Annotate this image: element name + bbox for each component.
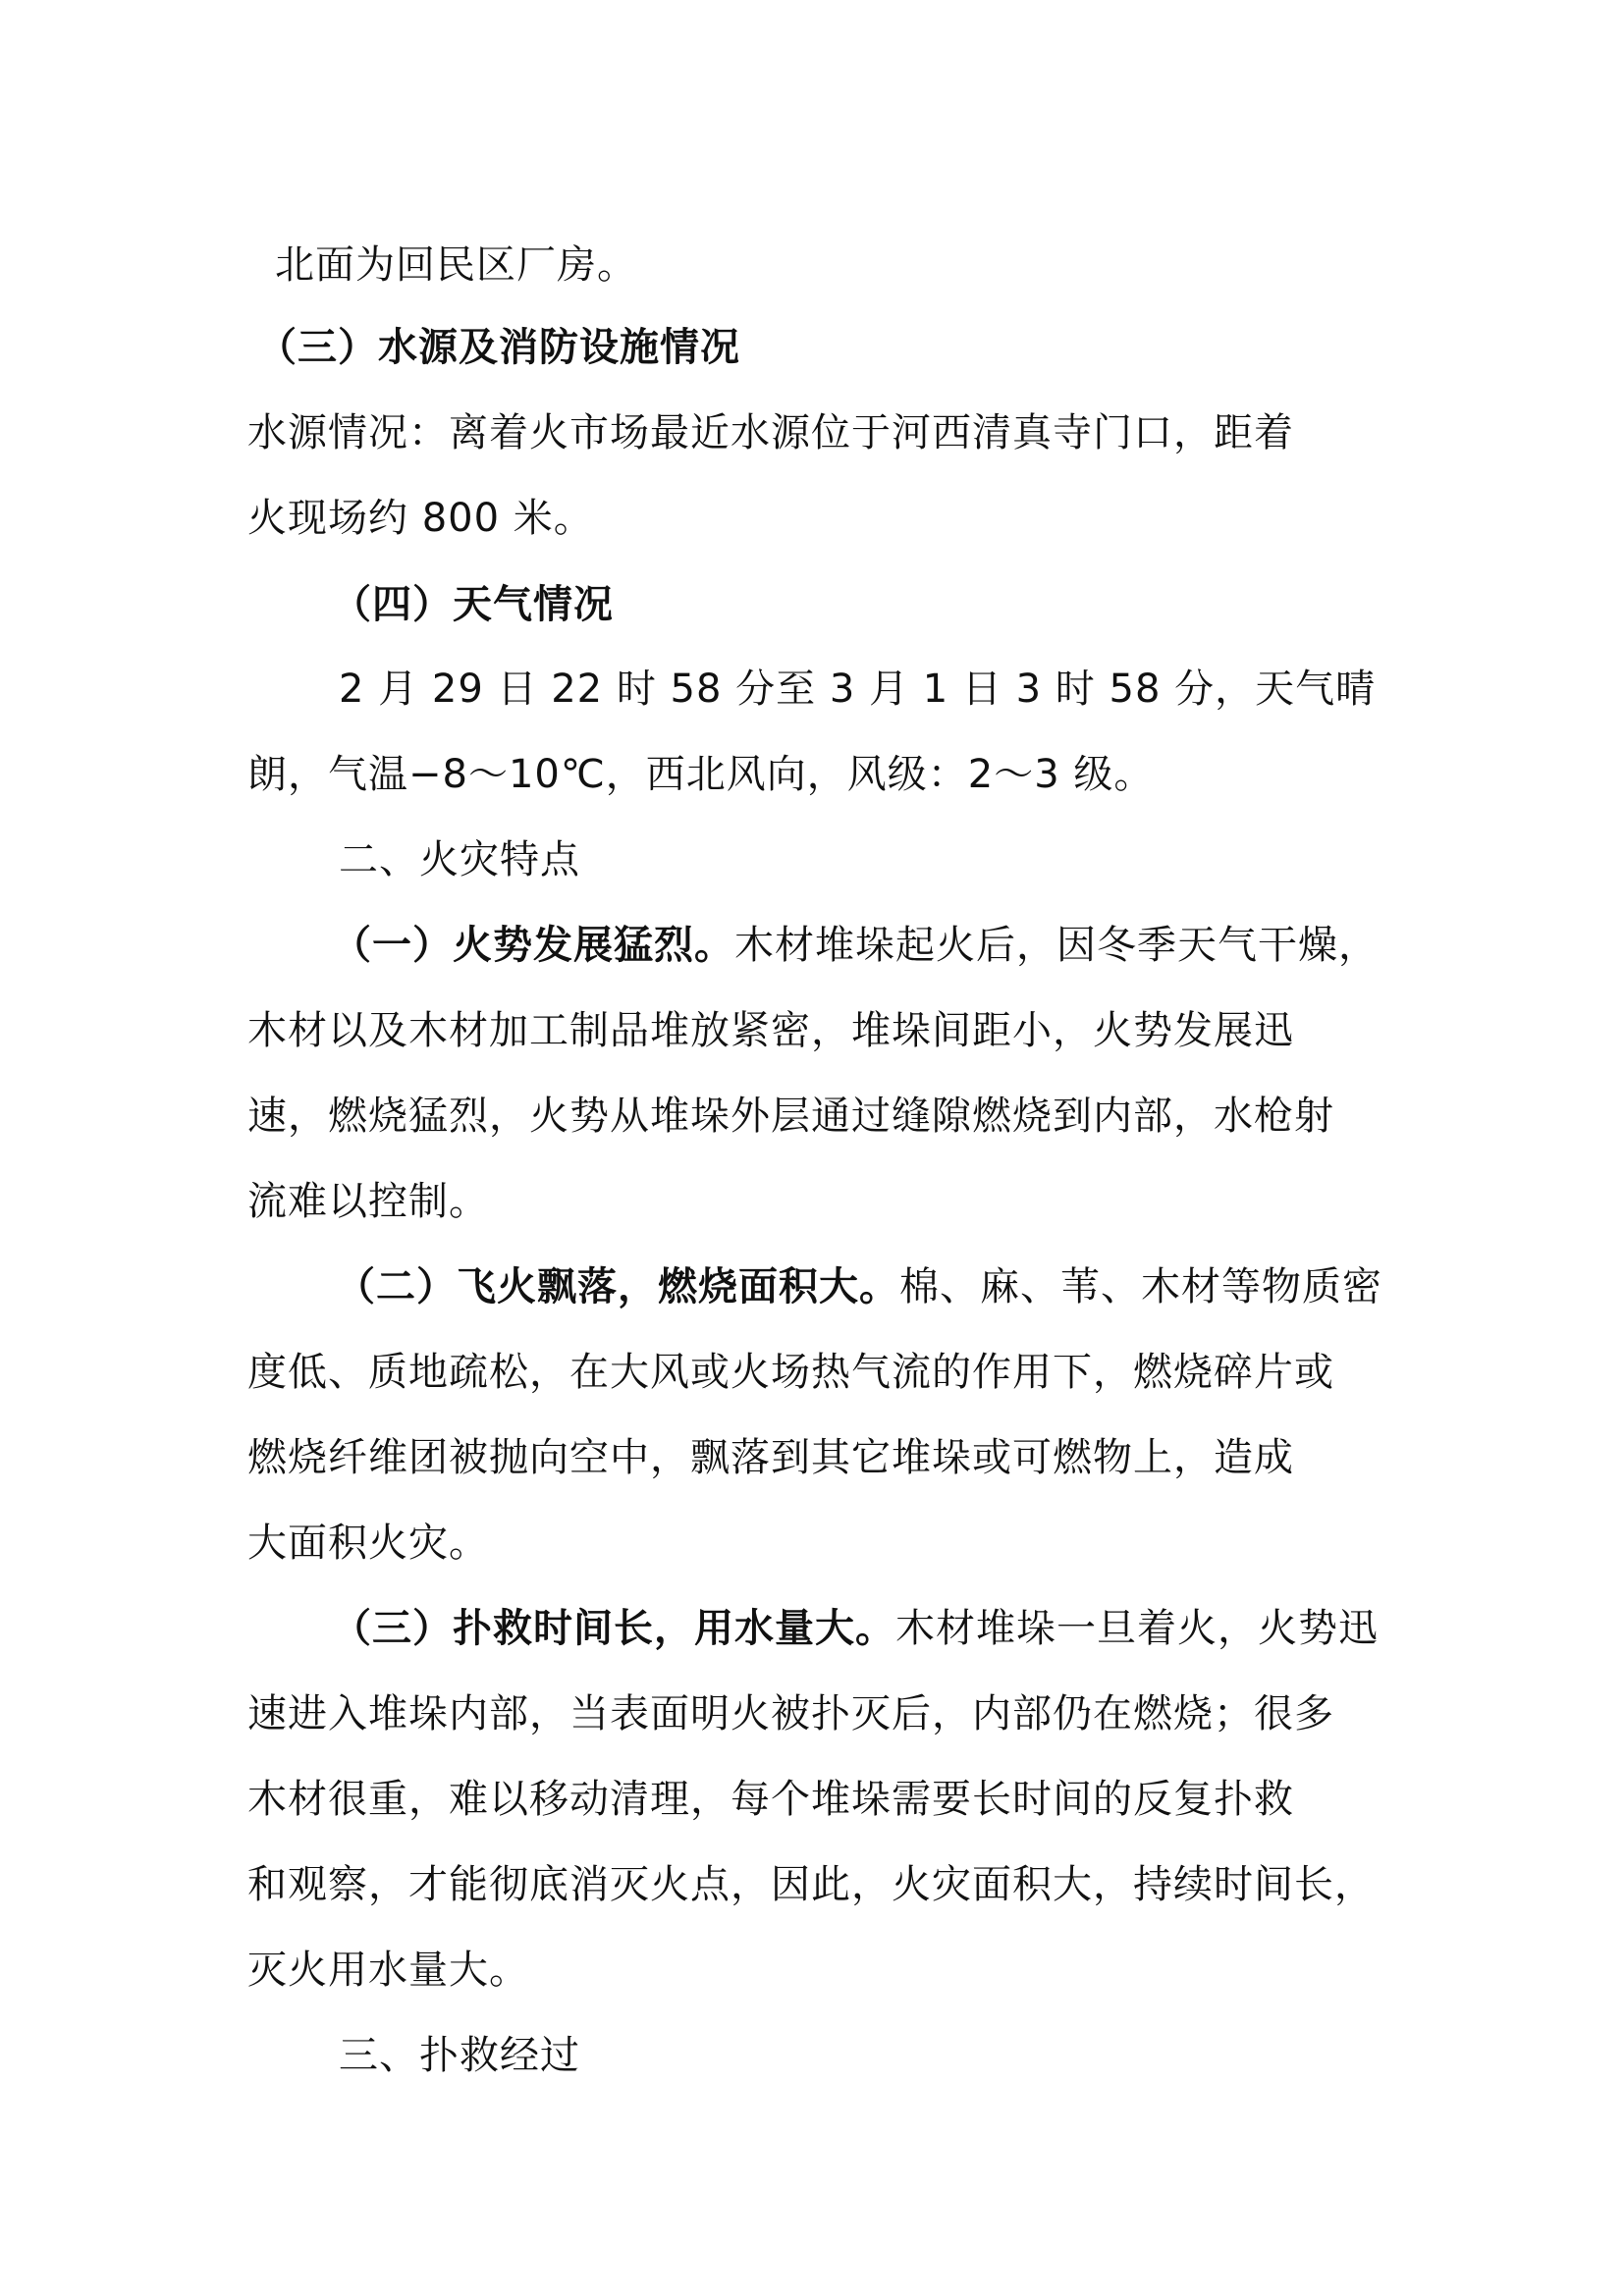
paragraph-lead bbox=[332, 918, 1471, 973]
text-line: 火现场约 800 米。 bbox=[247, 496, 594, 541]
section-heading: 二、火灾特点 bbox=[339, 837, 580, 882]
text-line: 和观察，才能彻底消灭火点，因此，火灾面积大，持续时间长， bbox=[247, 1862, 1375, 1907]
section-heading: （四）天气情况 bbox=[332, 582, 614, 627]
section-heading: （三）水源及消防设施情况 bbox=[257, 325, 740, 370]
text-line: 燃烧纤维团被抛向空中，飘落到其它堆垛或可燃物上，造成 bbox=[247, 1435, 1294, 1480]
text-line: 流难以控制。 bbox=[247, 1179, 489, 1224]
text-line: 大面积火灾。 bbox=[247, 1521, 489, 1566]
text-line: 木材以及木材加工制品堆放紧密，堆垛间距小，火势发展迅 bbox=[247, 1008, 1294, 1053]
paragraph-lead bbox=[336, 1259, 1475, 1314]
text-line: 2 月 29 日 22 时 58 分至 3 月 1 日 3 时 58 分，天气晴 bbox=[339, 667, 1377, 712]
paragraph-heading: （三）扑救时间长，用水量大。 bbox=[332, 1606, 895, 1651]
text-line: 木材很重，难以移动清理，每个堆垛需要长时间的反复扑救 bbox=[247, 1777, 1294, 1822]
text-line: 速进入堆垛内部，当表面明火被扑灭后，内部仍在燃烧；很多 bbox=[247, 1691, 1334, 1736]
text-run: 棉、麻、苇、木材等物质密 bbox=[899, 1264, 1382, 1309]
paragraph-heading: （二）飞火飘落，燃烧面积大。 bbox=[336, 1264, 899, 1309]
paragraph-heading: （一）火势发展猛烈。 bbox=[332, 923, 734, 968]
text-line: 朗，气温−8～10℃，西北风向，风级：2～3 级。 bbox=[247, 752, 1155, 797]
text-line: 灭火用水量大。 bbox=[247, 1948, 529, 1993]
paragraph-lead bbox=[332, 1601, 1471, 1656]
section-heading: 三、扑救经过 bbox=[339, 2033, 580, 2078]
text-line: 速，燃烧猛烈，火势从堆垛外层通过缝隙燃烧到内部，水枪射 bbox=[247, 1094, 1334, 1139]
text-run: 木材堆垛起火后，因冬季天气干燥， bbox=[734, 923, 1379, 968]
text-line: 水源情况：离着火市场最近水源位于河西清真寺门口，距着 bbox=[247, 410, 1294, 455]
text-line: 北面为回民区厂房。 bbox=[275, 242, 637, 288]
text-line: 度低、质地疏松，在大风或火场热气流的作用下，燃烧碎片或 bbox=[247, 1350, 1334, 1395]
text-run: 木材堆垛一旦着火，火势迅 bbox=[895, 1606, 1379, 1651]
